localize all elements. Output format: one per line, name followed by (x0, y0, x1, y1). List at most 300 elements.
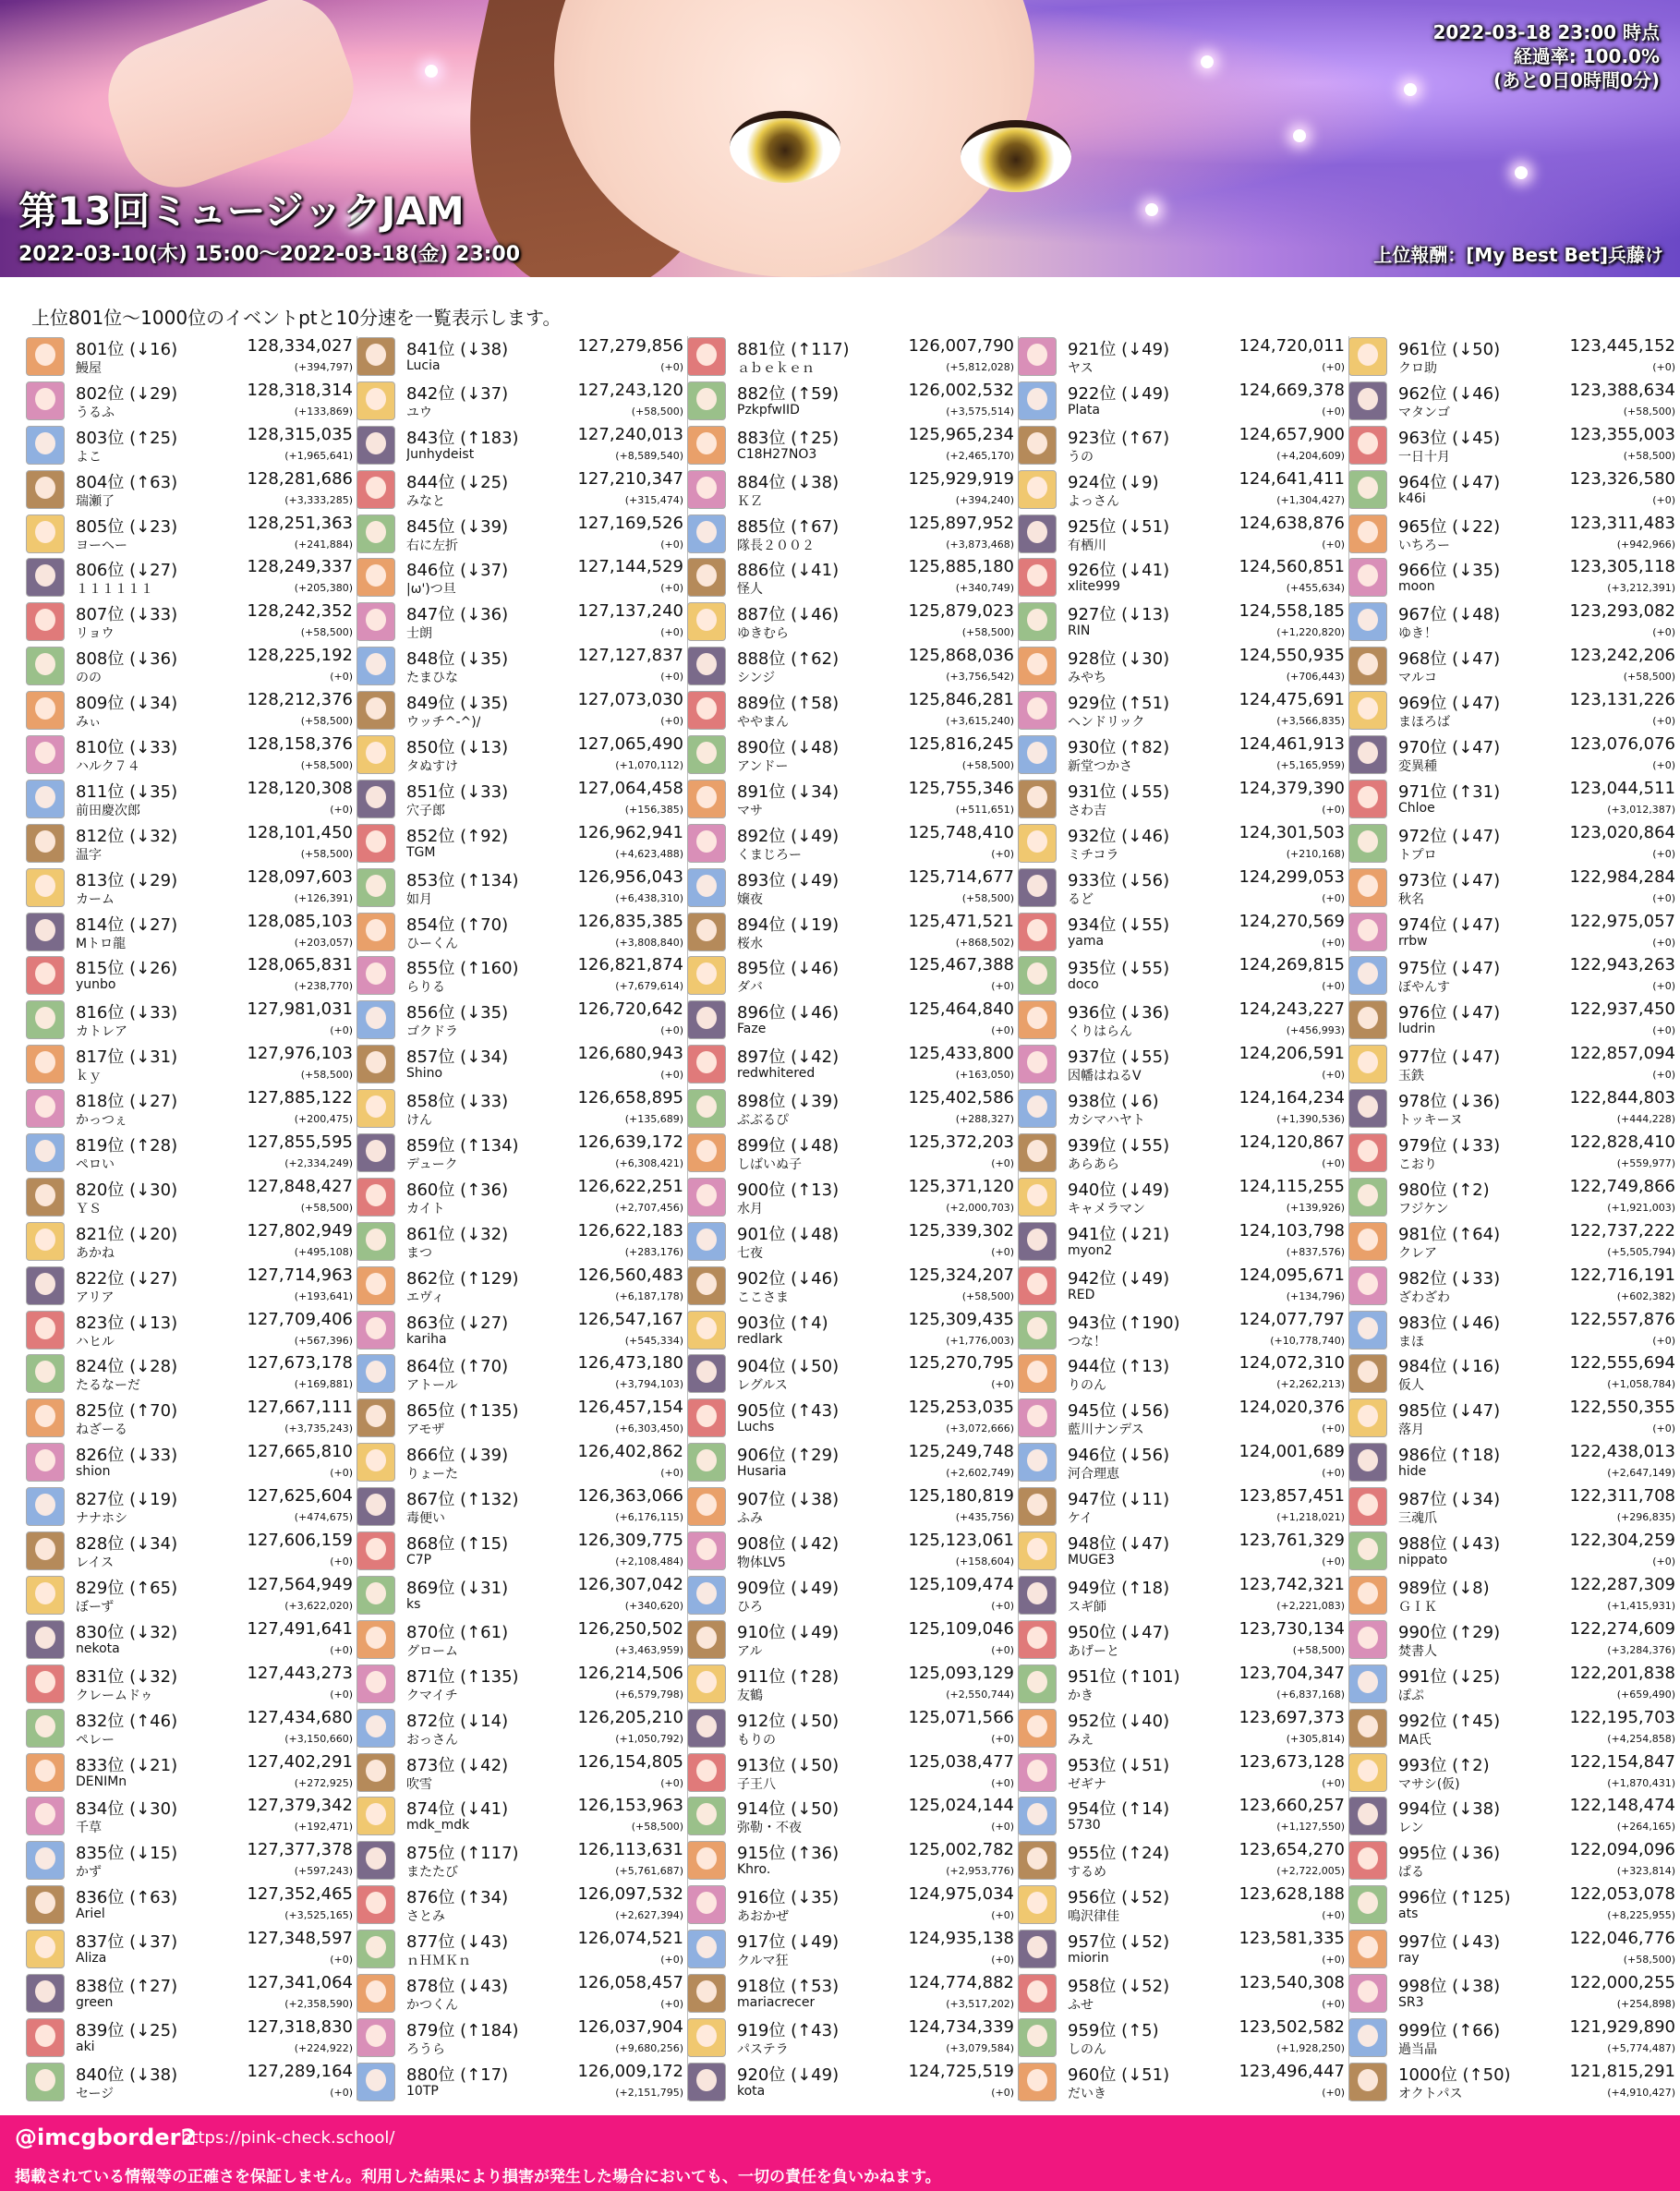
producer-name: みなと (406, 493, 445, 509)
producer-name: ＹＳ (76, 1201, 102, 1217)
rank-change: 919位 (↑43) (737, 2020, 840, 2040)
ranking-row (687, 866, 1018, 910)
ranking-row (26, 423, 357, 467)
event-points: 122,749,866 (1569, 1176, 1675, 1196)
producer-avatar (687, 381, 726, 420)
ranking-row (357, 1750, 687, 1795)
producer-name: MA氏 (1398, 1732, 1432, 1748)
event-points: 126,680,943 (577, 1044, 683, 1064)
ranking-row (1348, 2015, 1679, 2060)
producer-name: みやち (1068, 671, 1106, 686)
ranking-row (357, 688, 687, 732)
producer-avatar (26, 1311, 65, 1350)
ranking-row (1348, 910, 1679, 954)
event-points: 125,965,234 (908, 424, 1014, 444)
ranking-row (1348, 1086, 1679, 1131)
rank-change: 944位 (↑13) (1068, 1357, 1170, 1377)
ranking-row (357, 599, 687, 644)
ranking-row (1348, 1794, 1679, 1838)
producer-name: 河合理恵 (1068, 1467, 1119, 1483)
ten-minute-speed: (+340,749) (955, 582, 1014, 595)
producer-name: ゼギナ (1068, 1776, 1106, 1792)
producer-name: Chloe (1398, 800, 1435, 816)
ten-minute-speed: (+3,525,165) (284, 1909, 353, 1922)
event-points: 128,334,027 (247, 336, 353, 356)
producer-name: Ariel (76, 1907, 105, 1922)
rank-change: 810位 (↓33) (76, 738, 178, 758)
event-points: 124,095,671 (1239, 1265, 1345, 1285)
producer-name: RED (1068, 1287, 1095, 1302)
producer-avatar (687, 1576, 726, 1615)
producer-avatar (1348, 1045, 1387, 1083)
event-points: 124,475,691 (1239, 690, 1345, 710)
rank-change: 899位 (↓48) (737, 1136, 840, 1156)
ten-minute-speed: (+659,490) (1616, 1688, 1675, 1701)
ten-minute-speed: (+6,837,168) (1276, 1688, 1345, 1701)
ranking-row (357, 555, 687, 599)
event-points: 122,975,057 (1569, 911, 1675, 931)
rank-change: 934位 (↓55) (1068, 914, 1170, 935)
producer-name: 子王八 (737, 1776, 776, 1792)
ranking-row (26, 1351, 357, 1396)
producer-avatar (26, 1841, 65, 1880)
producer-avatar (687, 868, 726, 907)
ranking-row (687, 1131, 1018, 1175)
event-points: 126,002,532 (908, 380, 1014, 400)
producer-avatar (357, 514, 395, 553)
ranking-row (687, 1219, 1018, 1264)
producer-avatar (357, 1133, 395, 1172)
event-points: 127,714,963 (247, 1265, 353, 1285)
ranking-row (687, 1706, 1018, 1750)
event-points: 122,154,847 (1569, 1751, 1675, 1772)
rank-change: 939位 (↓55) (1068, 1136, 1170, 1156)
producer-name: 如月 (406, 891, 432, 907)
producer-avatar (1018, 1576, 1057, 1615)
producer-avatar (26, 1089, 65, 1128)
ten-minute-speed: (+1,965,641) (284, 449, 353, 462)
ranking-row (357, 467, 687, 512)
ten-minute-speed: (+4,254,858) (1607, 1732, 1675, 1745)
event-points: 127,855,595 (247, 1132, 353, 1153)
producer-avatar (357, 780, 395, 818)
producer-avatar (26, 1266, 65, 1305)
producer-avatar (26, 1354, 65, 1393)
event-points: 124,720,011 (1239, 336, 1345, 356)
producer-name: 三魂爪 (1398, 1511, 1437, 1527)
producer-name: ats (1398, 1907, 1419, 1922)
ten-minute-speed: (+58,500) (1623, 1954, 1675, 1967)
producer-avatar (1348, 1178, 1387, 1217)
ten-minute-speed: (+3,615,240) (946, 715, 1014, 728)
producer-name: するめ (1068, 1865, 1106, 1881)
producer-name: るど (1068, 891, 1094, 907)
producer-name: DENIMn (76, 1773, 127, 1789)
producer-avatar (687, 1133, 726, 1172)
ten-minute-speed: (+133,869) (294, 405, 353, 418)
event-points: 122,844,803 (1569, 1088, 1675, 1108)
producer-avatar (1018, 1266, 1057, 1305)
ranking-column (1348, 334, 1679, 2103)
progress-rate: 経過率: 100.0% (1513, 45, 1660, 67)
producer-name: たまひな (406, 671, 458, 686)
ranking-row (1348, 821, 1679, 866)
producer-avatar (687, 1620, 726, 1659)
ten-minute-speed: (+241,884) (294, 538, 353, 551)
rank-change: 824位 (↓28) (76, 1357, 178, 1377)
producer-avatar (26, 1133, 65, 1172)
event-points: 128,249,337 (247, 557, 353, 577)
ranking-row (357, 777, 687, 821)
ten-minute-speed: (+0) (1652, 626, 1675, 639)
ten-minute-speed: (+2,221,083) (1276, 1599, 1345, 1612)
ten-minute-speed: (+0) (1322, 803, 1345, 816)
event-points: 124,638,876 (1239, 513, 1345, 533)
producer-name: Junhydeist (406, 446, 475, 462)
rank-change: 868位 (↑15) (406, 1534, 509, 1555)
event-points: 126,113,631 (577, 1840, 683, 1860)
ranking-row (26, 1042, 357, 1086)
event-points: 127,434,680 (247, 1707, 353, 1727)
producer-avatar (687, 735, 726, 774)
rank-change: 900位 (↑13) (737, 1180, 840, 1200)
producer-name: ひーくん (406, 936, 458, 951)
event-points: 126,363,066 (577, 1486, 683, 1507)
footer (0, 2115, 1680, 2191)
ten-minute-speed: (+0) (1652, 1024, 1675, 1037)
ranking-row (687, 1042, 1018, 1086)
ranking-row (26, 1794, 357, 1838)
rank-change: 901位 (↓48) (737, 1224, 840, 1244)
rank-change: 812位 (↓32) (76, 826, 178, 846)
rank-change: 837位 (↓37) (76, 1932, 178, 1953)
event-points: 126,956,043 (577, 866, 683, 887)
producer-name: 嬢夜 (737, 891, 763, 907)
producer-avatar (687, 1311, 726, 1350)
ranking-row (1018, 1219, 1348, 1264)
producer-name: 10TP (406, 2083, 439, 2099)
producer-avatar (26, 514, 65, 553)
event-points: 123,293,082 (1569, 601, 1675, 622)
ranking-row (1348, 1219, 1679, 1264)
producer-avatar (357, 1620, 395, 1659)
event-points: 125,897,952 (908, 513, 1014, 533)
rank-change: 946位 (↓56) (1068, 1446, 1170, 1466)
producer-name: あかね (76, 1245, 115, 1261)
ranking-row (26, 1308, 357, 1352)
rank-change: 815位 (↓26) (76, 959, 178, 979)
producer-avatar (687, 1885, 726, 1924)
ten-minute-speed: (+10,778,740) (1270, 1334, 1345, 1347)
ranking-row (357, 1662, 687, 1706)
ten-minute-speed: (+3,575,514) (946, 405, 1014, 418)
producer-avatar (26, 1797, 65, 1835)
ten-minute-speed: (+0) (1652, 891, 1675, 904)
ten-minute-speed: (+0) (1652, 493, 1675, 506)
ranking-row (687, 599, 1018, 644)
event-points: 123,730,134 (1239, 1618, 1345, 1639)
producer-avatar (357, 735, 395, 774)
producer-name: かき (1068, 1688, 1094, 1703)
rank-change: 823位 (↓13) (76, 1313, 178, 1333)
ten-minute-speed: (+6,308,421) (615, 1157, 683, 1170)
rank-change: 874位 (↓41) (406, 1799, 509, 1820)
event-points: 126,205,210 (577, 1707, 683, 1727)
rank-change: 918位 (↑53) (737, 1976, 840, 1996)
rank-change: 833位 (↓21) (76, 1755, 178, 1775)
producer-avatar (1348, 1576, 1387, 1615)
producer-name: けん (406, 1113, 432, 1129)
ten-minute-speed: (+58,500) (300, 1069, 353, 1082)
character-eye (961, 120, 1071, 192)
producer-name: 桜水 (737, 936, 763, 951)
rank-change: 846位 (↓37) (406, 561, 509, 581)
ranking-row (26, 1396, 357, 1440)
rank-change: 917位 (↓49) (737, 1932, 840, 1953)
ten-minute-speed: (+205,380) (294, 582, 353, 595)
producer-avatar (1018, 1664, 1057, 1703)
ten-minute-speed: (+1,220,820) (1276, 626, 1345, 639)
ten-minute-speed: (+58,500) (300, 847, 353, 860)
rank-change: 951位 (↑101) (1068, 1666, 1180, 1687)
producer-avatar (357, 1841, 395, 1880)
ten-minute-speed: (+0) (1322, 1422, 1345, 1435)
ranking-row (26, 644, 357, 688)
ten-minute-speed: (+474,675) (294, 1511, 353, 1524)
producer-name: 千草 (76, 1821, 102, 1836)
rank-change: 941位 (↓21) (1068, 1224, 1170, 1244)
producer-name: 前田慶次郎 (76, 803, 140, 818)
rank-change: 875位 (↑117) (406, 1844, 519, 1864)
rank-change: 851位 (↓33) (406, 781, 509, 802)
ten-minute-speed: (+163,050) (955, 1069, 1014, 1082)
producer-name: |ω')つ旦 (406, 582, 456, 598)
producer-avatar (26, 1930, 65, 1968)
rank-change: 980位 (↑2) (1398, 1180, 1490, 1200)
producer-avatar (687, 1753, 726, 1792)
event-points: 128,242,352 (247, 601, 353, 622)
event-points: 122,984,284 (1569, 866, 1675, 887)
producer-name: アンドー (737, 759, 789, 775)
event-points: 125,324,207 (908, 1265, 1014, 1285)
producer-avatar (26, 381, 65, 420)
ten-minute-speed: (+272,925) (294, 1776, 353, 1789)
ten-minute-speed: (+2,627,394) (615, 1909, 683, 1922)
ten-minute-speed: (+2,707,456) (615, 1201, 683, 1214)
rank-change: 990位 (↑29) (1398, 1622, 1501, 1642)
producer-avatar (1018, 868, 1057, 907)
ranking-row (26, 1882, 357, 1927)
producer-name: ぶぶるぴ (737, 1113, 789, 1129)
ten-minute-speed: (+58,500) (300, 715, 353, 728)
event-points: 126,821,874 (577, 955, 683, 975)
ten-minute-speed: (+1,304,427) (1276, 493, 1345, 506)
event-points: 127,348,597 (247, 1929, 353, 1949)
event-points: 125,879,023 (908, 601, 1014, 622)
producer-avatar (357, 1797, 395, 1835)
ten-minute-speed: (+7,679,614) (615, 980, 683, 993)
ten-minute-speed: (+0) (660, 1997, 683, 2010)
producer-avatar (357, 691, 395, 730)
rank-change: 996位 (↑125) (1398, 1888, 1511, 1908)
producer-name: いちろー (1398, 538, 1450, 553)
rank-change: 849位 (↓35) (406, 694, 509, 714)
rank-change: 895位 (↓46) (737, 959, 840, 979)
event-points: 127,210,347 (577, 468, 683, 489)
producer-name: SR3 (1398, 1994, 1424, 2010)
event-title: 第13回ミュージックJAM (18, 188, 465, 234)
event-points: 127,137,240 (577, 601, 683, 622)
rank-change: 955位 (↑24) (1068, 1844, 1170, 1864)
producer-avatar (1348, 381, 1387, 420)
ranking-row (1348, 423, 1679, 467)
ten-minute-speed: (+1,050,792) (615, 1732, 683, 1745)
event-points: 128,065,831 (247, 955, 353, 975)
rank-change: 928位 (↓30) (1068, 649, 1170, 670)
ten-minute-speed: (+2,465,170) (946, 449, 1014, 462)
ten-minute-speed: (+1,415,931) (1607, 1599, 1675, 1612)
rank-change: 927位 (↓13) (1068, 605, 1170, 625)
ten-minute-speed: (+2,722,005) (1276, 1865, 1345, 1878)
producer-name: さとみ (406, 1909, 445, 1925)
ranking-column (1018, 334, 1348, 2103)
ten-minute-speed: (+0) (1322, 405, 1345, 418)
rank-change: 905位 (↑43) (737, 1401, 840, 1422)
event-points: 127,243,120 (577, 380, 683, 400)
ranking-row (1018, 1617, 1348, 1662)
ten-minute-speed: (+2,334,249) (284, 1157, 353, 1170)
ten-minute-speed: (+0) (330, 1643, 353, 1656)
event-points: 128,318,314 (247, 380, 353, 400)
rank-change: 931位 (↓55) (1068, 781, 1170, 802)
producer-avatar (1018, 558, 1057, 597)
ranking-row (1018, 467, 1348, 512)
rank-change: 924位 (↓9) (1068, 472, 1159, 492)
event-points: 125,816,245 (908, 734, 1014, 755)
rank-change: 915位 (↑36) (737, 1844, 840, 1864)
ranking-row (1018, 1882, 1348, 1927)
producer-name: hide (1398, 1464, 1427, 1480)
producer-name: アリア (76, 1289, 115, 1305)
producer-name: Faze (737, 1022, 767, 1037)
event-points: 125,714,677 (908, 866, 1014, 887)
producer-name: ペロい (76, 1157, 115, 1173)
ranking-row (26, 2060, 357, 2104)
ranking-row (687, 1750, 1018, 1795)
twitter-handle[interactable]: @imcgborder2 (15, 2124, 197, 2150)
producer-name: 藍川ナンデス (1068, 1422, 1144, 1438)
rank-change: 838位 (↑27) (76, 1976, 178, 1996)
ranking-row (26, 1086, 357, 1131)
rank-change: 826位 (↓33) (76, 1446, 178, 1466)
ranking-row (357, 1971, 687, 2015)
event-points: 128,212,376 (247, 690, 353, 710)
ten-minute-speed: (+5,774,487) (1607, 2041, 1675, 2054)
event-points: 122,937,450 (1569, 999, 1675, 1020)
event-points: 125,253,035 (908, 1398, 1014, 1418)
ranking-row (26, 777, 357, 821)
producer-name: まつ (406, 1245, 432, 1261)
event-points: 128,101,450 (247, 822, 353, 842)
event-points: 122,195,703 (1569, 1707, 1675, 1727)
producer-avatar (687, 1000, 726, 1039)
producer-avatar (1018, 735, 1057, 774)
producer-avatar (1348, 1443, 1387, 1482)
ten-minute-speed: (+0) (1652, 361, 1675, 373)
ranking-row (1018, 2060, 1348, 2104)
ten-minute-speed: (+2,358,590) (284, 1997, 353, 2010)
rank-change: 898位 (↓39) (737, 1092, 840, 1112)
rank-change: 865位 (↑135) (406, 1401, 519, 1422)
producer-avatar (1018, 426, 1057, 465)
rank-change: 994位 (↓38) (1398, 1799, 1501, 1820)
rank-change: 836位 (↑63) (76, 1888, 178, 1908)
ranking-row (1018, 910, 1348, 954)
ranking-row (1018, 1838, 1348, 1882)
ten-minute-speed: (+837,576) (1286, 1245, 1345, 1258)
event-points: 122,053,078 (1569, 1884, 1675, 1905)
producer-name: よこ (76, 449, 102, 465)
ranking-row (1018, 555, 1348, 599)
rank-change: 910位 (↓49) (737, 1622, 840, 1642)
ranking-column (687, 334, 1018, 2103)
ten-minute-speed: (+0) (660, 361, 683, 373)
producer-name: 鳴沢律佳 (1068, 1909, 1119, 1925)
producer-name: RIN (1068, 623, 1091, 639)
producer-avatar (1348, 1974, 1387, 2013)
ranking-row (687, 998, 1018, 1042)
event-points: 125,309,435 (908, 1309, 1014, 1329)
producer-avatar (26, 2018, 65, 2057)
rank-change: 859位 (↑134) (406, 1136, 519, 1156)
event-points: 123,388,634 (1569, 380, 1675, 400)
rank-change: 856位 (↓35) (406, 1003, 509, 1023)
rank-change: 968位 (↓47) (1398, 649, 1501, 670)
event-points: 126,009,172 (577, 2061, 683, 2081)
event-points: 125,109,474 (908, 1574, 1014, 1594)
ten-minute-speed: (+0) (1652, 759, 1675, 772)
rank-change: 943位 (↑190) (1068, 1313, 1180, 1333)
ranking-row (26, 1440, 357, 1484)
ranking-row (687, 1396, 1018, 1440)
rank-change: 926位 (↓41) (1068, 561, 1170, 581)
producer-name: Plata (1068, 402, 1100, 418)
rank-change: 841位 (↓38) (406, 340, 509, 359)
rank-change: 807位 (↓33) (76, 605, 178, 625)
producer-name: aki (76, 2039, 95, 2054)
event-points: 127,064,458 (577, 778, 683, 798)
rank-change: 843位 (↑183) (406, 428, 519, 448)
producer-avatar (357, 1178, 395, 1217)
producer-name: 毒便い (406, 1511, 445, 1527)
site-link[interactable]: https://pink-check.school/ (181, 2128, 395, 2148)
producer-name: redlark (737, 1331, 783, 1347)
ten-minute-speed: (+567,396) (294, 1334, 353, 1347)
ranking-row (357, 998, 687, 1042)
producer-name: まほろば (1398, 715, 1450, 731)
ten-minute-speed: (+2,602,749) (946, 1467, 1014, 1480)
producer-name: ａｂｅｋｅｎ (737, 361, 815, 376)
ranking-row (357, 1838, 687, 1882)
event-points: 123,326,580 (1569, 468, 1675, 489)
rank-change: 908位 (↓42) (737, 1534, 840, 1555)
producer-avatar (1348, 426, 1387, 465)
ranking-row (1018, 1086, 1348, 1131)
event-points: 123,673,128 (1239, 1751, 1345, 1772)
ten-minute-speed: (+0) (1652, 1069, 1675, 1082)
event-points: 126,153,963 (577, 1796, 683, 1816)
ranking-row (1018, 512, 1348, 556)
